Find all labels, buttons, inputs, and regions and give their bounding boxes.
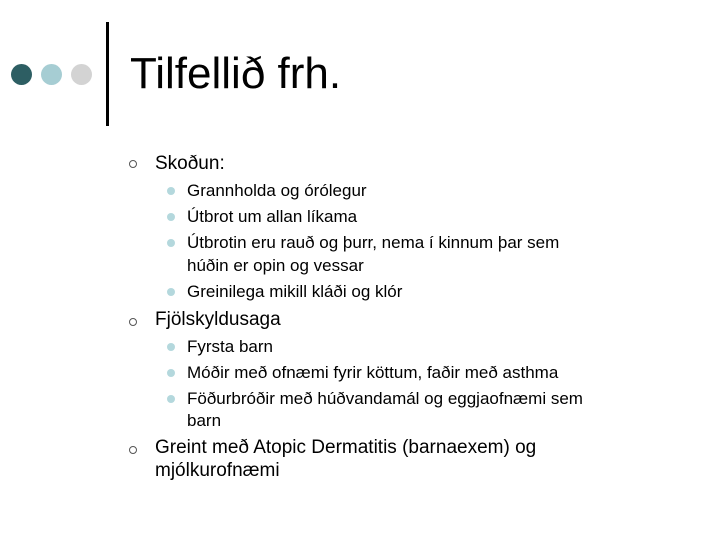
- dot-bullet-icon: [167, 369, 175, 377]
- dot-bullet-icon: [167, 187, 175, 195]
- dot-bullet-icon: [167, 395, 175, 403]
- title-divider-line: [106, 22, 109, 126]
- section-heading: Fjölskyldusaga: [155, 309, 281, 330]
- slide-title: Tilfellið frh.: [130, 49, 342, 98]
- list-item: Útbrotin eru rauð og þurr, nema í kinnum þar sem: [187, 233, 560, 252]
- section-heading: Greint með Atopic Dermatitis (barnaexem) og: [155, 437, 537, 458]
- section-heading-continuation: mjólkurofnæmi: [155, 460, 280, 481]
- list-item: Útbrot um allan líkama: [187, 207, 358, 226]
- decorative-dot-light-blue: [41, 64, 62, 85]
- list-item: Greinilega mikill kláði og klór: [187, 282, 403, 301]
- list-item: Fyrsta barn: [187, 337, 273, 356]
- list-item: Föðurbróðir með húðvandamál og eggjaofnæmi sem: [187, 389, 583, 408]
- list-item: Grannholda og órólegur: [187, 181, 367, 200]
- section-heading: Skoðun:: [155, 153, 225, 174]
- ring-bullet-icon: [129, 160, 137, 168]
- list-item-continuation: barn: [187, 411, 222, 430]
- ring-bullet-icon: [129, 318, 137, 326]
- list-item: Móðir með ofnæmi fyrir köttum, faðir með asthma: [187, 363, 559, 382]
- dot-bullet-icon: [167, 213, 175, 221]
- dot-bullet-icon: [167, 288, 175, 296]
- list-item-continuation: húðin er opin og vessar: [187, 256, 364, 275]
- ring-bullet-icon: [129, 446, 137, 454]
- decorative-dot-dark: [11, 64, 32, 85]
- dot-bullet-icon: [167, 239, 175, 247]
- decorative-dot-gray: [71, 64, 92, 85]
- dot-bullet-icon: [167, 343, 175, 351]
